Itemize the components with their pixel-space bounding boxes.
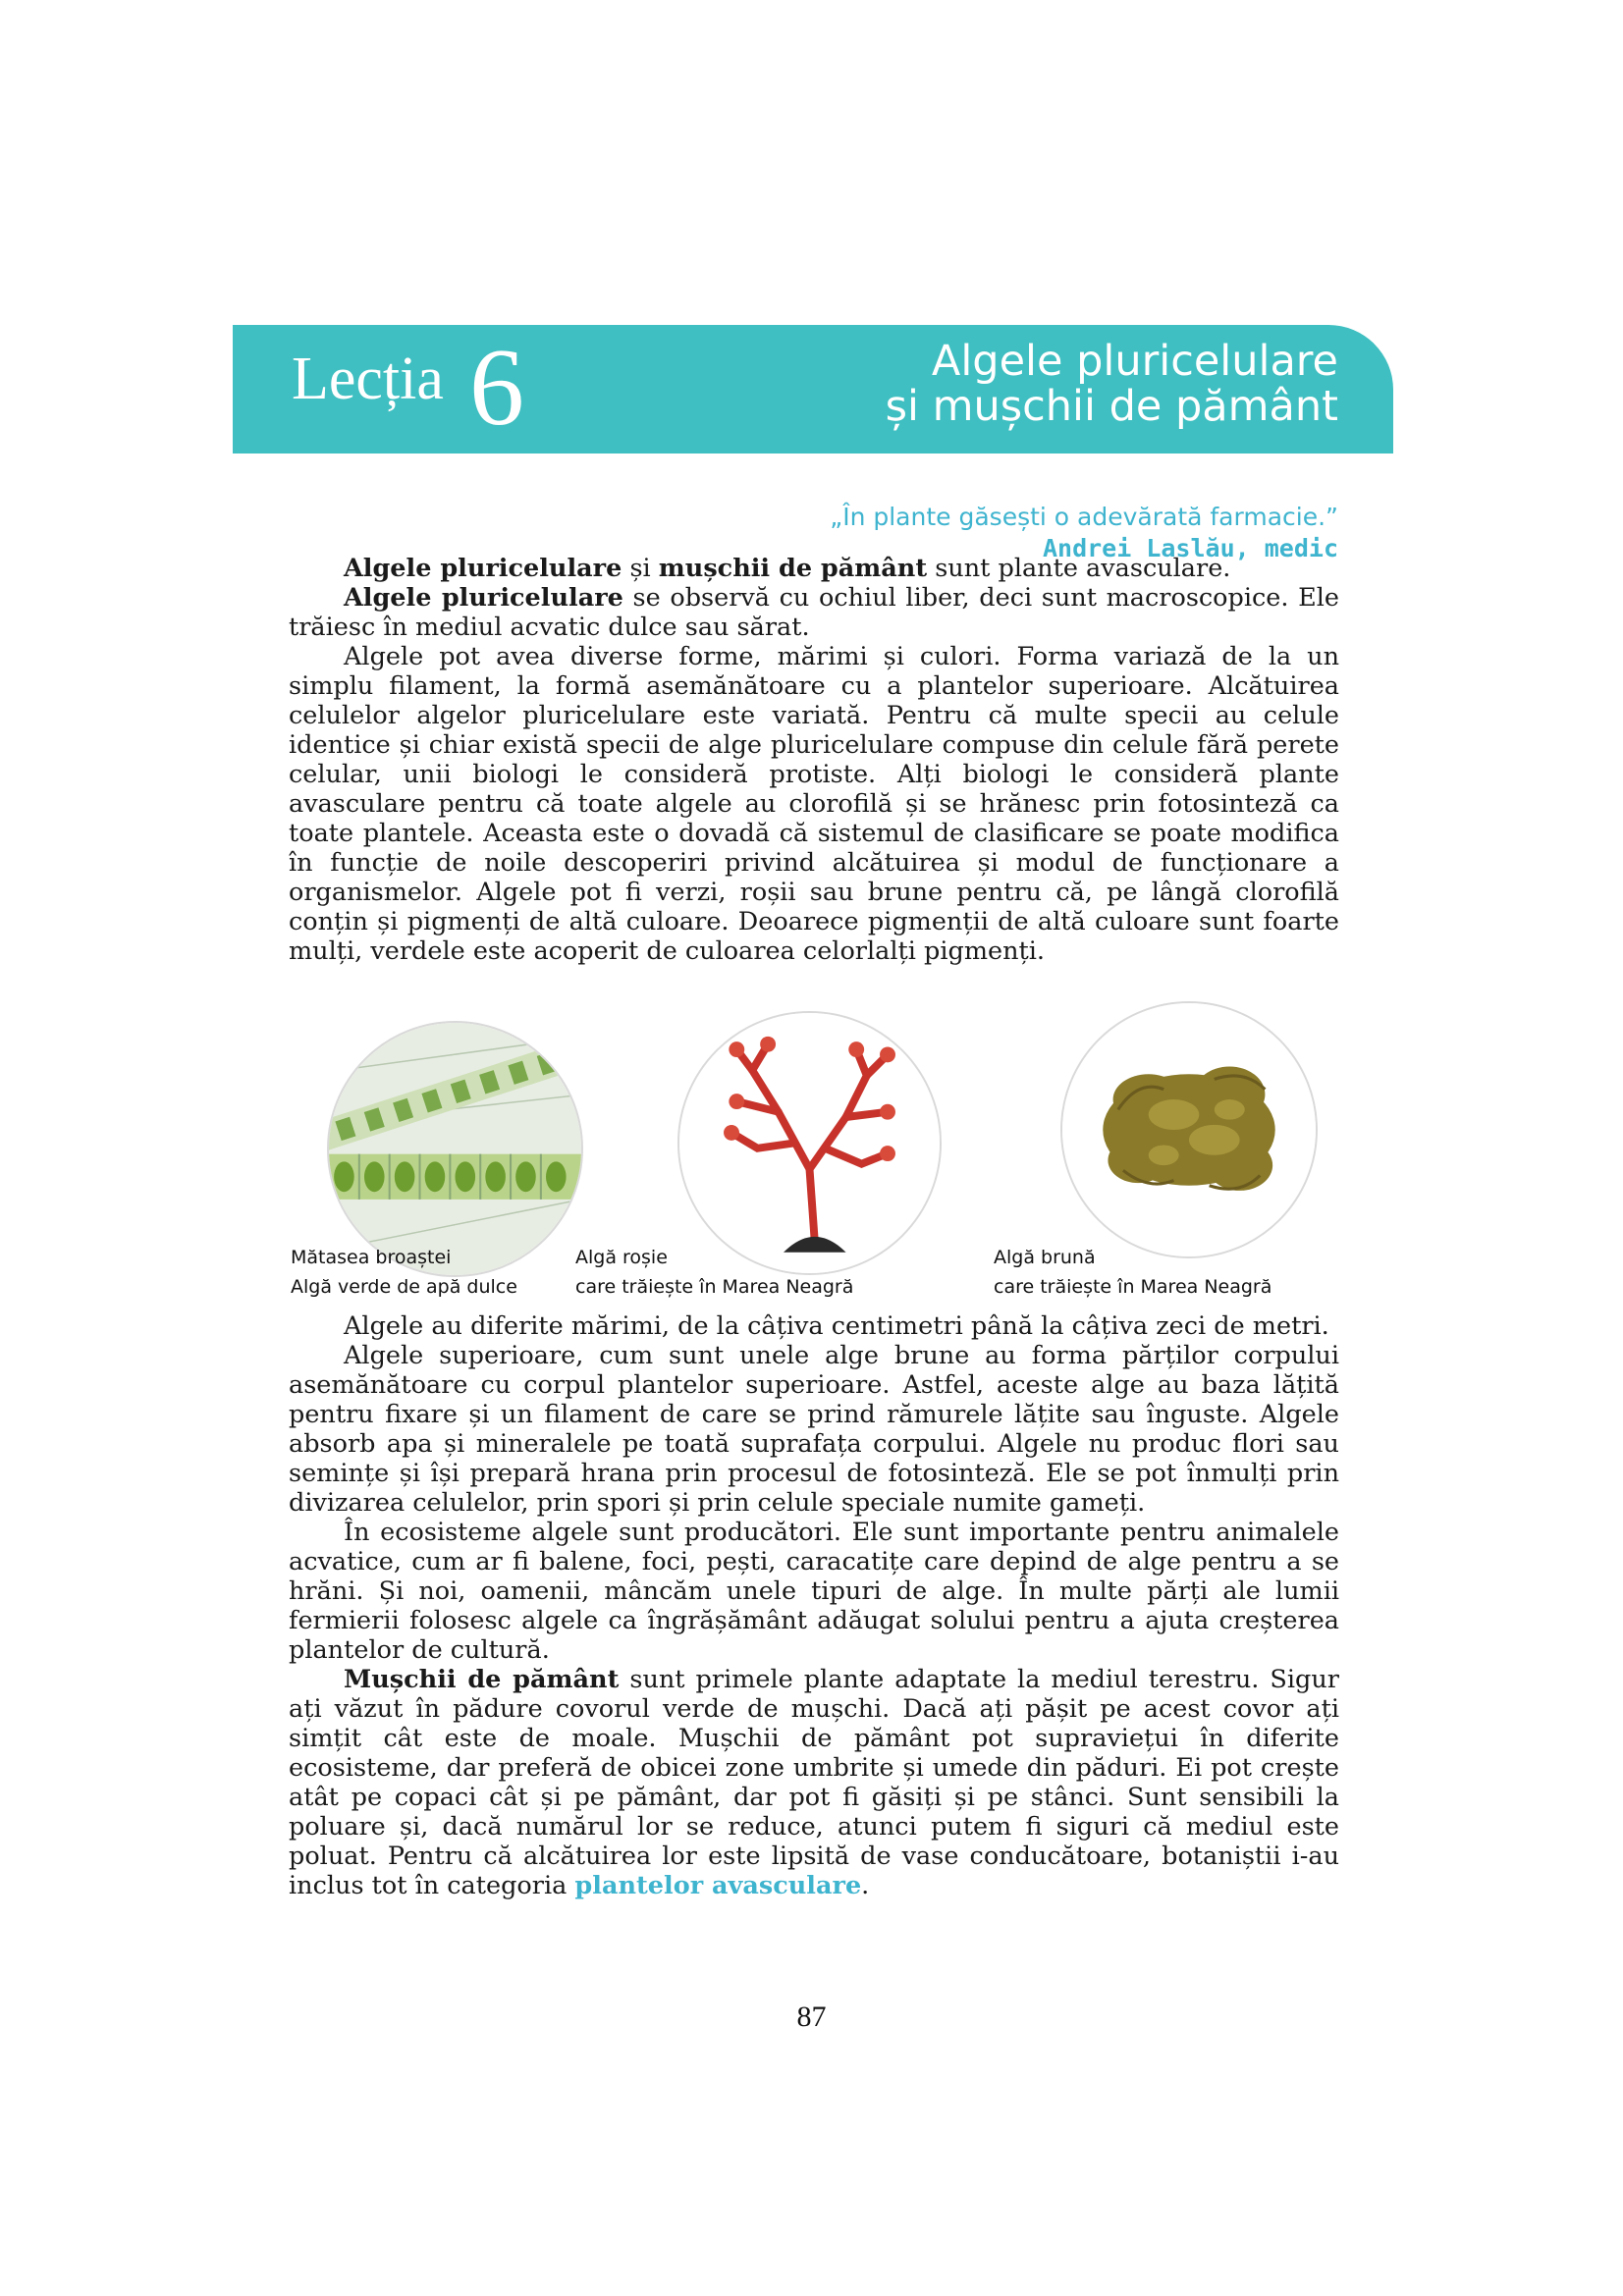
brown-alga-image (1062, 1003, 1316, 1256)
lesson-label: Lecția (292, 346, 444, 412)
highlight-term: plantelor avasculare (574, 1871, 862, 1900)
lesson-title-line1: Algele pluricelulare (931, 337, 1338, 386)
body-section-1 (289, 554, 1339, 966)
lesson-number: 6 (469, 327, 524, 449)
term-algae: Algele pluricelulare (344, 583, 623, 613)
green-alga-microscope-photo (327, 1021, 583, 1277)
quote-author: Andrei Laslău, medic (1042, 534, 1338, 562)
red-alga-image (679, 1013, 940, 1273)
paragraph: Algele pluricelulare și mușchii de pământ sunt plante avasculare. (344, 554, 1231, 583)
quote-text: „În plante găsești o adevărată farmacie.” (830, 503, 1338, 531)
page-number: 87 (796, 2001, 827, 2033)
red-alga-photo (677, 1011, 942, 1275)
green-alga-image (329, 1023, 581, 1275)
paragraph: Mușchii de pământ sunt primele plante adaptate la mediul terestru. Sigur ați văzut în pădure covorul verde de mușchi. Dacă ați pășit pe acest covor ați simțit cât este de moale. Mușchii de pământ pot supraviețui în diferite ecosisteme, dar preferă de obicei zone umbrite și umede din păduri. Ei pot crește atât pe copaci cât și pe pământ, dar pot fi găsiți și pe stânci. Sunt sensibili la poluare și, dacă numărul lor se reduce, atunci putem fi siguri că mediul este poluat. Pentru că alcătuirea lor este lipsită de vase conducătoare, botaniștii i-au inclus tot în categoria plantelor avasculare. (289, 1665, 1339, 1900)
paragraph: Algele superioare, cum sunt unele alge brune au forma părților corpului asemănătoare cu corpul plantelor superioare. Astfel, aceste alge au baza lățită pentru fixare și un filament de care se prind rămurele lățite sau înguste. Algele absorb apa și mineralele pe toată suprafața corpului. Algele nu produc flori sau semințe și își prepară hrana prin procesul de fotosinteză. Ele se pot înmulți prin divizarea celulelor, prin spori și prin celule speciale numite gameți. (289, 1341, 1339, 1518)
paragraph: În ecosisteme algele sunt producători. Ele sunt importante pentru animalele acvatice, cum ar fi balene, foci, pești, caracatițe care depind de alge pentru a se hrăni. Și noi, oamenii, mâncăm unele tipuri de alge. În multe părți ale lumii fermierii folosesc algele ca îngrășământ adăugat solului pentru a ajuta creșterea plantelor de cultură. (289, 1518, 1339, 1665)
paragraph: Algele au diferite mărimi, de la câțiva centimetri până la câțiva zeci de metri. (344, 1311, 1329, 1341)
term-moss: mușchii de pământ (658, 554, 928, 583)
figure-caption-green: Mătasea broaștei Algă verde de apă dulce (291, 1247, 517, 1298)
lesson-title-line2: și mușchii de pământ (885, 382, 1338, 431)
paragraph: Algele pluricelulare se observă cu ochiul liber, deci sunt macroscopice. Ele trăiesc în mediul acvatic dulce sau sărat. (289, 583, 1339, 642)
figure-caption-brown: Algă brună care trăiește în Marea Neagră (994, 1247, 1272, 1298)
figure-caption-red: Algă roșie care trăiește în Marea Neagră (575, 1247, 854, 1298)
brown-alga-photo (1060, 1001, 1318, 1258)
term-moss: Mușchii de pământ (344, 1665, 620, 1694)
paragraph: Algele pot avea diverse forme, mărimi și culori. Forma variază de la un simplu filament, la formă asemănătoare cu a plantelor superioare. Alcătuirea celulelor algelor pluricelulare este variată. Pentru că multe specii au celule identice și chiar există specii de alge pluricelulare compuse din celule fără perete celular, unii biologi le consideră protiste. Alți biologi le consideră plante avasculare pentru că toate algele au clorofilă și se hrănesc prin fotosinteză ca toate plantele. Aceasta este o dovadă că sistemul de clasificare se poate modifica în funcție de noile descoperiri privind alcătuirea și modul de funcționare a organismelor. Algele pot fi verzi, roșii sau brune pentru că, pe lângă clorofilă conțin și pigmenți de altă culoare. Deoarece pigmenții de altă culoare sunt foarte mulți, verdele este acoperit de culoarea celorlalți pigmenți. (289, 642, 1339, 966)
lesson-title (886, 339, 1338, 429)
term-algae: Algele pluricelulare (344, 554, 622, 583)
body-section-2 (289, 1311, 1339, 1900)
